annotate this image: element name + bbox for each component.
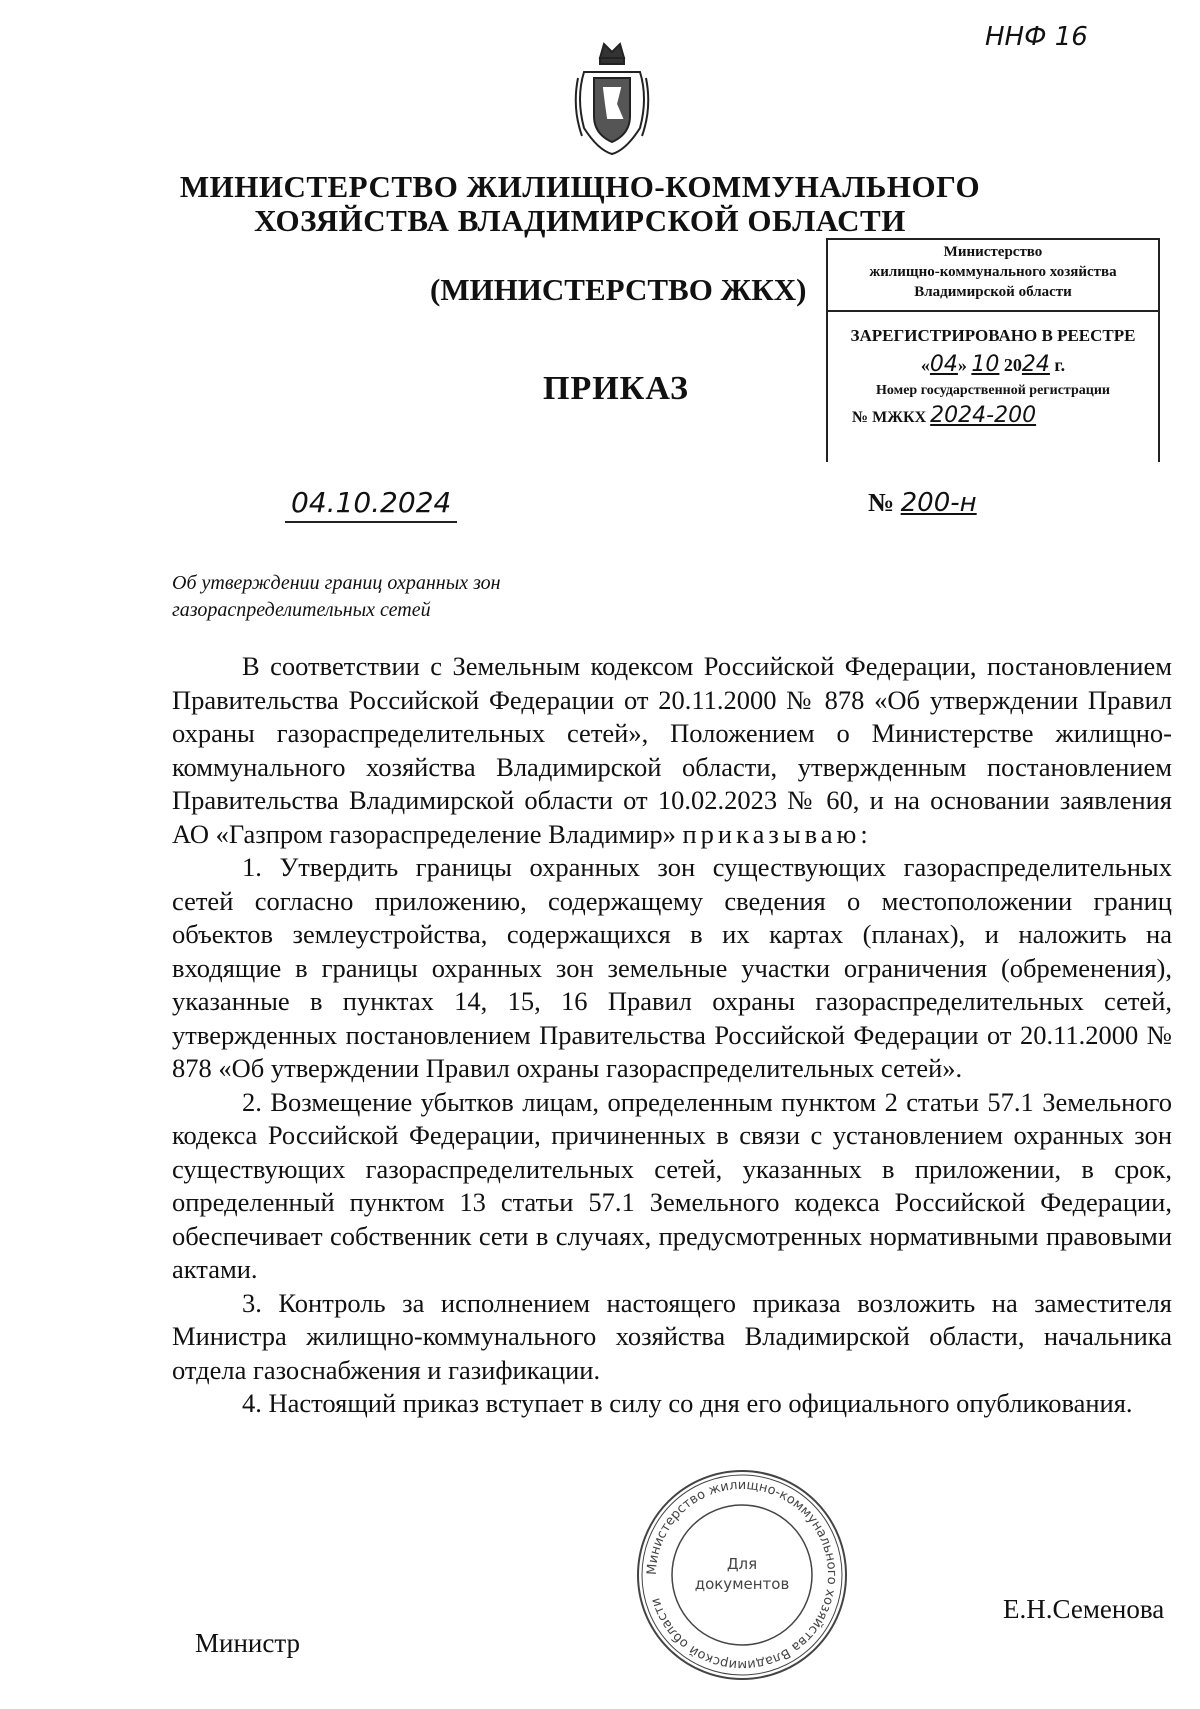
round-stamp-icon — [632, 1465, 852, 1685]
stamp-center-line2: документов — [694, 1575, 790, 1593]
stamp-registered-title: ЗАРЕГИСТРИРОВАНО В РЕЕСТРЕ — [850, 326, 1136, 345]
preamble-paragraph — [172, 650, 1172, 851]
order-number-label: № — [868, 488, 895, 517]
stamp-month: 10 — [971, 352, 1000, 377]
stamp-number-label: Номер государственной регистрации — [876, 383, 1110, 398]
preamble-text: В соответствии с Земельным кодексом Российской Федерации, постановлением Правительства Российской Федерации от 20.11.2000 № 878 «Об утверждении Правил охраны газораспределительных сетей», Положением о Министерстве жилищно-коммунального хозяйства Владимирской области, утвержденным постановлением Правительства Владимирской области от 10.02.2023 № 60, и на основании заявления АО «Газпром газораспределение Владимир» — [172, 651, 1172, 849]
order-item-2: 2. Возмещение убытков лицам, определенным пунктом 2 статьи 57.1 Земельного кодекса Российской Федерации, причиненных в связи с установлением охранных зон существующих газораспределительных сетей, указанных в приложении, в срок, определенный пунктом 13 статьи 57.1 Земельного кодекса Российской Федерации, обеспечивает собственник сети в случаях, предусмотренных нормативными правовыми актами. — [172, 1086, 1172, 1284]
handwritten-mark: ННФ 16 — [985, 22, 1088, 52]
stamp-registration-date: «04» 10 2024 г. — [920, 352, 1066, 377]
stamp-registration-number — [828, 403, 1158, 428]
ministry-short-name: (МИНИСТЕРСТВО ЖКХ) — [430, 272, 807, 307]
ministry-name-line1: МИНИСТЕРСТВО ЖИЛИЩНО-КОММУНАЛЬНОГО — [179, 169, 981, 204]
order-item-3: 3. Контроль за исполнением настоящего приказа возложить на заместителя Министра жилищно-коммунального хозяйства Владимирской области, начальника отдела газоснабжения и газификации. — [172, 1287, 1172, 1385]
stamp-ring-text: Министерство жилищно-коммунального хозяйства Владимирской области — [644, 1477, 840, 1673]
stamp-org-line3: Владимирской области — [914, 284, 1072, 300]
order-item-4: 4. Настоящий приказ вступает в силу со дня его официального опубликования. — [242, 1388, 1133, 1418]
order-number-value: 200-н — [900, 488, 977, 518]
signer-title: Министр — [195, 1628, 300, 1658]
order-date: 04.10.2024 — [285, 486, 457, 523]
stamp-center-line1: Для — [726, 1555, 758, 1573]
order-word: приказываю: — [682, 818, 872, 849]
registration-stamp — [826, 238, 1160, 462]
order-number — [868, 488, 977, 518]
order-subject — [172, 570, 632, 624]
ministry-name — [150, 170, 1010, 238]
document-type: ПРИКАЗ — [543, 370, 689, 407]
order-body — [172, 650, 1172, 1421]
coat-of-arms-icon — [570, 38, 654, 158]
stamp-number-value: 2024-200 — [930, 403, 1037, 428]
stamp-number-prefix: № МЖКХ — [852, 409, 927, 426]
order-item-1: 1. Утвердить границы охранных зон существующих газораспределительных сетей согласно приложению, содержащему сведения о местоположении границ объектов землеустройства, содержащихся в их картах (планах), и наложить на входящие в границы охранных зон земельные участки ограничения (обременения), указанные в пунктах 14, 15, 16 Правил охраны газораспределительных сетей, утвержденных постановлением Правительства Российской Федерации от 20.11.2000 № 878 «Об утверждении Правил охраны газораспределительных сетей». — [172, 852, 1172, 1083]
stamp-org-line1: Министерство — [943, 244, 1043, 260]
stamp-day: 04 — [929, 352, 958, 377]
signer-name: Е.Н.Семенова — [1003, 1594, 1165, 1624]
stamp-year-suffix: 24 — [1021, 352, 1050, 377]
stamp-year-unit: г. — [1054, 355, 1066, 375]
stamp-org-line2: жилищно-коммунального хозяйства — [869, 264, 1117, 280]
subject-line2: газораспределительных сетей — [172, 599, 431, 621]
ministry-name-line2: ХОЗЯЙСТВА ВЛАДИМИРСКОЙ ОБЛАСТИ — [254, 203, 906, 238]
subject-line1: Об утверждении границ охранных зон — [172, 572, 501, 594]
stamp-year-prefix: 20 — [1003, 355, 1022, 375]
stamp-organization — [828, 240, 1158, 312]
